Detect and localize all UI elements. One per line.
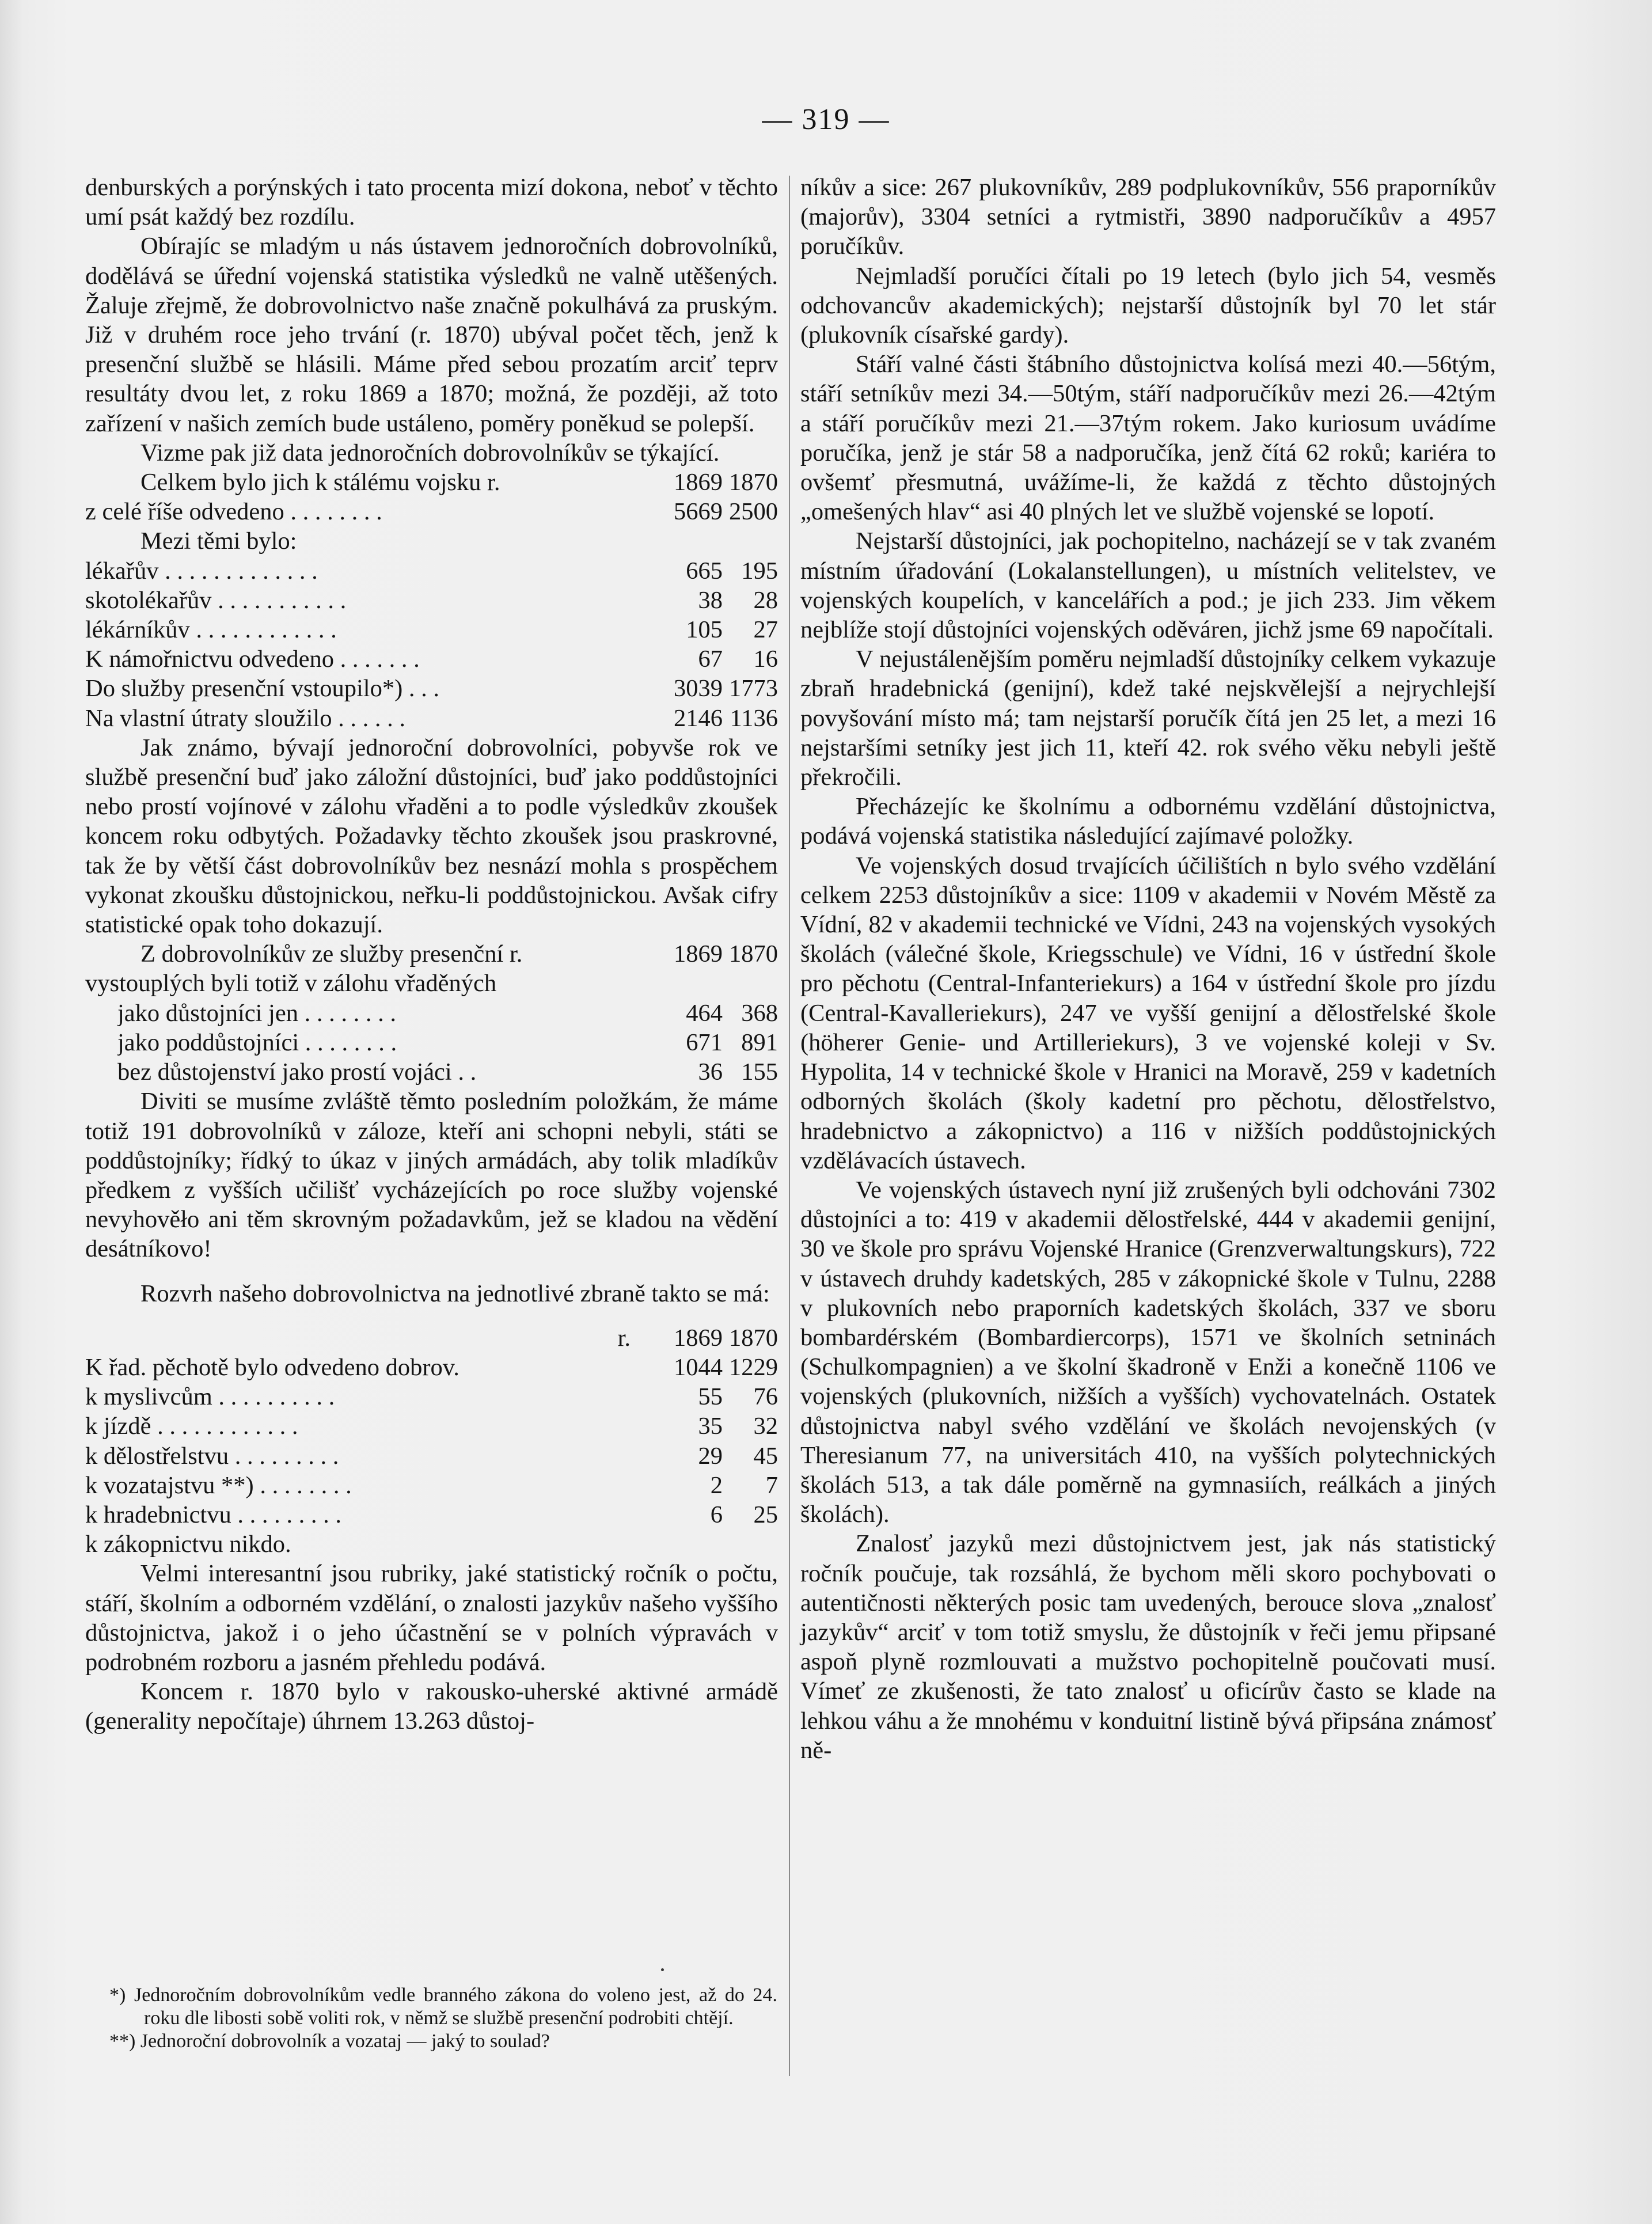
table-cell-value: 35 [698, 1413, 723, 1440]
table-cell-value: 368 [741, 999, 778, 1027]
table-cell-value: 195 [741, 557, 778, 585]
table-cell-label: Na vlastní útraty sloužilo . . . . . . [85, 704, 405, 732]
table-reserve-header [85, 939, 778, 969]
table-cell-value [723, 1530, 778, 1559]
footnote-2: **) Jednoroční dobrovolník a vozataj — jaký to soulad? [109, 2031, 550, 2052]
right-paragraph-7: Ve vojenských dosud trvajících účilištích n bylo svého vzdělání celkem 2253 důstojníkův a sice: 1109 v akademii v Novém Městě za Vídní, 82 v akademii technické ve Vídni, 243 na vojenských vysokých školách (válečné škole, Kriegsschule) ve Vídni, 16 v ústřední škole pro pěchotu (Central-Infanteriekurs) a 164 v ústřední škole pro jízdu (Central-Kavalleriekurs), 247 ve vyšší genijní a dělostřelské škole (höherer Genie- und Artilleriekurs), 3 ve vojenské koleji v Sv. Hypolita, 14 v technické škole v Hranici na Moravě, 259 v kadetních odborných školách (školy kadetní pro pěchotu, dělostřelstvo, hradebnictvo a zákopnictvo) a 116 v nižších poddůstojnických vzdělávacích ústavech. [800, 852, 1496, 1174]
table-header-label: Z dobrovolníkův ze služby presenční r. [140, 940, 523, 968]
left-column [85, 173, 778, 1736]
table-row [85, 1411, 778, 1441]
table-cell-value: 32 [753, 1413, 778, 1440]
table-cell-value: 5669 [674, 498, 723, 526]
table-row [85, 704, 778, 733]
table-cell-value: 1136 [730, 704, 778, 732]
table-cell-label: lékárníkův . . . . . . . . . . . . [85, 616, 337, 644]
left-paragraph-7: Velmi interesantní jsou rubriky, jaké statistický ročník o počtu, stáří, školním a odborném vzdělání, o znalosti jazykův našeho vyššího důstojnictva, jakož i o jeho účastnění se v polních výpravách v podrobném rozboru a jasném přehledu podává. [85, 1560, 778, 1676]
right-column [800, 173, 1496, 1765]
table-cell-value: 891 [741, 1028, 778, 1056]
table-cell-label: jako poddůstojníci . . . . . . . . [117, 1028, 397, 1056]
table-cell-value: 76 [753, 1383, 778, 1411]
table-cell-label: k jízdě . . . . . . . . . . . . [85, 1413, 298, 1440]
table-cell-value: 1229 [729, 1353, 778, 1381]
table-cell-value: 55 [698, 1383, 723, 1411]
table-cell-label: k dělostřelstvu . . . . . . . . . [85, 1442, 339, 1470]
right-paragraph-6: Přecházejíc ke školnímu a odbornému vzdělání důstojnictva, podává vojenská statistika následující zajímavé položky. [800, 793, 1496, 850]
table-cell-label: k zákopnictvu nikdo. [85, 1531, 291, 1558]
table-cell-value: 665 [686, 557, 723, 585]
right-paragraph-3: Stáří valné části štábního důstojnictva kolísá mezi 40.—56tým, stáří setníkův mezi 34.—50tým, stáří nadporučíkův mezi 26.—42tým a stáří poručíkův mezi 21.—37tým rokem. Jako kuriosum uvádíme poručíka, jenž je stár 58 a nadporučíka, jenž čítá 62 roků; kariéra to ovšemť přesmutná, uvážíme-li, že každá z těchto důstojných „omešených hlav“ asi 40 plných let ve službě vojenské se lopotí. [800, 351, 1496, 526]
table-row [85, 497, 778, 526]
table-cell-value: 67 [698, 646, 723, 673]
table-cell-value [631, 1530, 723, 1559]
table-cell-value: 38 [698, 586, 723, 614]
right-paragraph-5: V nejustálenějším poměru nejmladší důstojníky celkem vykazuje zbraň hradebnická (genijní), kdež také nejskvělejší a nejrychlejší povyšování místo má; tam nejstarší poručík čítá jen 25 let, a mezi 16 nejstaršími setníky jest jich 11, kteří 42. rok svého věku nebyli ještě překročili. [800, 646, 1496, 791]
right-paragraph-2: Nejmladší poručíci čítali po 19 letech (bylo jich 54, vesměs odchovancův akademických); nejstarší důstojník byl 70 let stár (plukovník císařské gardy). [800, 262, 1496, 349]
table-row [85, 1500, 778, 1530]
table-row [85, 1530, 778, 1559]
table-row [85, 1382, 778, 1411]
table-row [85, 1028, 778, 1057]
table-cell-value: 16 [753, 646, 778, 673]
left-paragraph-3: Vizme pak již data jednoročních dobrovolníkův se týkající. [140, 439, 720, 466]
table-cell-value: 671 [686, 1028, 723, 1056]
table-cell-label: Do služby presenční vstoupilo*) . . . [85, 675, 439, 703]
table-cell-label: jako důstojníci jen . . . . . . . . [117, 999, 396, 1027]
table-intro: vystouplých byli totiž v zálohu vřaděných [85, 970, 497, 997]
column-divider [789, 176, 790, 2076]
table-cell-value: 3039 [674, 675, 723, 703]
table-cell-value: 28 [753, 586, 778, 614]
table-cell-label: K námořnictvu odvedeno . . . . . . . [85, 646, 420, 673]
table-cell-value: 36 [698, 1058, 723, 1086]
left-paragraph-6: Rozvrh našeho dobrovolnictva na jednotlivé zbraně takto se má: [140, 1280, 770, 1307]
table-cell-label: lékařův . . . . . . . . . . . . . [85, 557, 318, 585]
table-header-label: Celkem bylo jich k stálému vojsku r. [140, 469, 500, 496]
table-cell-value: 2146 [674, 704, 723, 732]
spacer [85, 1308, 778, 1323]
table-cell-label: skotolékařův . . . . . . . . . . . [85, 586, 347, 614]
table-cell-label: K řad. pěchotě bylo odvedeno dobrov. [85, 1353, 459, 1381]
footnote-1: *) Jednoročním dobrovolníkům vedle branného zákona do voleno jest, až do 24. roku dle libosti sobě voliti rok, v němž se službě presenční podrobiti chtějí. [109, 1984, 777, 2029]
table-cell-label: z celé říše odvedeno . . . . . . . . [85, 498, 382, 526]
table-cell-value: 6 [710, 1501, 723, 1528]
left-paragraph-1: denburských a porýnských i tato procenta mizí dokona, neboť v těchto umí psát každý bez rozdílu. [85, 174, 778, 231]
table-header-label: r. [617, 1324, 631, 1352]
table-cell-label: k myslivcům . . . . . . . . . . [85, 1383, 335, 1411]
table-subheading: Mezi těmi bylo: [140, 527, 297, 555]
table-cell-value: 1773 [729, 675, 778, 703]
table-cell-label: k vozatajstvu **) . . . . . . . . [85, 1471, 352, 1499]
table-cell-value: 29 [698, 1442, 723, 1470]
table-cell-value: 1044 [674, 1353, 723, 1381]
left-paragraph-2: Obírajíc se mladým u nás ústavem jednoročních dobrovolníků, dodělává se úřední vojenská statistika výsledků ne valně utěšených. Žaluje zřejmě, že dobrovolnictvo naše značně pokulhává za pruským. Již v druhém roce jeho trvání (r. 1870) ubýval počet těch, jenž k presenční službě se hlásili. Máme před sebou prozatím arciť teprv resultáty dvou let, z roku 1869 a 1870; možná, že později, až toto zařízení v našich zemích bude ustáleno, poměry poněkud se polepší. [85, 233, 778, 437]
table-row [85, 1353, 778, 1382]
page-number: — 319 — [762, 103, 890, 136]
table-row [85, 1057, 778, 1087]
left-paragraph-8: Koncem r. 1870 bylo v rakousko-uherské aktivné armádě (generality nepočítaje) úhrnem 13.263 důstoj- [85, 1678, 778, 1735]
left-paragraph-4: Jak známo, bývají jednoroční dobrovolníci, pobyvše rok ve službě presenční buď jako záložní důstojníci, buď jako poddůstojníci nebo prostí vojínové v zálohu vřaděni a to podle výsledkův zkoušek koncem roku odbytých. Požadavky těchto zkoušek jsou praskrovné, tak že by větší část dobrovolníkův bez nesnází mohla s prospěchem vykonat zkoušku důstojnickou, neřku-li poddůstojnickou. Avšak cifry statistické opak toho dokazují. [85, 734, 778, 939]
table-row [85, 556, 778, 586]
table-row [85, 586, 778, 615]
right-paragraph-8: Ve vojenských ústavech nyní již zrušených byli odchováni 7302 důstojníci a to: 419 v akademii dělostřelské, 444 v akademii genijní, 30 ve škole pro správu Vojenské Hranice (Grenzverwaltungskurs), 722 v ústavech druhdy kadetských, 285 v zákopnické škole v Tulnu, 2288 v plukovních nebo praporních kadetských školách, 337 ve sboru bombardérském (Bombardiercorps), 1571 ve školních setninách (Schulkompagnien) a ve školní škadroně v Enži a konečně 1106 ve vojenských (plukovních, nižších a vyšších) vychovatelnách. Ostatek důstojnictva nabyl svého vzdělání ve školách nevojenských (v Theresianum 77, na universitách 410, na vyšších polytechnických školách 513, a tak dále poměrně na gymnasiích, reálkách a jiných školách). [800, 1176, 1496, 1528]
table-cell-value: 155 [741, 1058, 778, 1086]
footnotes [109, 1984, 777, 2053]
table-cell-value: 7 [765, 1471, 778, 1499]
table-volunteers-header [85, 468, 778, 497]
table-header-year-1869: 1869 [674, 940, 723, 968]
footnote-separator-dot [661, 1968, 664, 1971]
table-cell-value: 2500 [729, 498, 778, 526]
table-row [85, 999, 778, 1028]
table-cell-value: 464 [686, 999, 723, 1027]
table-header-year-1869: 1869 [674, 1324, 723, 1352]
table-row [85, 674, 778, 703]
table-cell-value: 27 [753, 616, 778, 644]
table-cell-value: 25 [753, 1501, 778, 1528]
table-row [85, 644, 778, 674]
table-header-year-1869: 1869 [674, 469, 723, 496]
table-header-year-1870: 1870 [729, 469, 778, 496]
table-row [85, 1471, 778, 1500]
right-paragraph-4: Nejstarší důstojníci, jak pochopitelno, nacházejí se v tak zvaném místním úřadování (Lokalanstellungen), u místních velitelstev, ve vojenských koupelích, v kancelářích a pod.; je jich 233. Jim věkem nejblíže stojí důstojníci vojenských oděváren, jichž jsme 69 napočítali. [800, 527, 1496, 644]
table-header-year-1870: 1870 [729, 1324, 778, 1352]
table-row [85, 1441, 778, 1471]
table-cell-value: 105 [686, 616, 723, 644]
table-header-year-1870: 1870 [729, 940, 778, 968]
table-row [85, 615, 778, 644]
table-cell-value: 2 [710, 1471, 723, 1499]
table-cell-value: 45 [753, 1442, 778, 1470]
right-paragraph-9: Znalosť jazyků mezi důstojnictvem jest, jak nás statistický ročník poučuje, tak rozsáhlá, že bychom měli skoro pochybovati o autentičnosti některých posic tam uvedených, berouce slova „znalosť jazykův“ arciť v tom totiž smyslu, že důstojník v řeči jemu připsané aspoň plyně rozmlouvati a mužstvo pochopitelně poučovati musí. Vímeť ze zkušenosti, že tato znalosť u oficírův často se klade na lehkou váhu a že mnohému v konduitní listině bývá připsána známosť ně- [800, 1530, 1496, 1764]
table-cell-label: bez důstojenství jako prostí vojáci . . [117, 1058, 477, 1086]
right-paragraph-1: níkův a sice: 267 plukovníkův, 289 podplukovníkův, 556 praporníkův (majorův), 3304 setníci a rytmistři, 3890 nadporučíkův a 4957 poručíkův. [800, 174, 1496, 260]
table-cell-label: k hradebnictvu . . . . . . . . . [85, 1501, 341, 1528]
left-paragraph-5: Diviti se musíme zvláště těmto posledním položkám, že máme totiž 191 dobrovolníků v záloze, kteří ani schopni nebyli, státi se poddůstojníky; řídký to úkaz v jiných armádách, aby tolik mladíkův předkem z vyšších učilišť vycházejících po roce služby vojenské nevyhověło ani těm skrovným požadavkům, jež se kladou na vědění desátníkovo! [85, 1088, 778, 1263]
table-branches-header [85, 1323, 778, 1353]
spacer [85, 1264, 778, 1279]
footnote-separator [85, 1968, 778, 1969]
